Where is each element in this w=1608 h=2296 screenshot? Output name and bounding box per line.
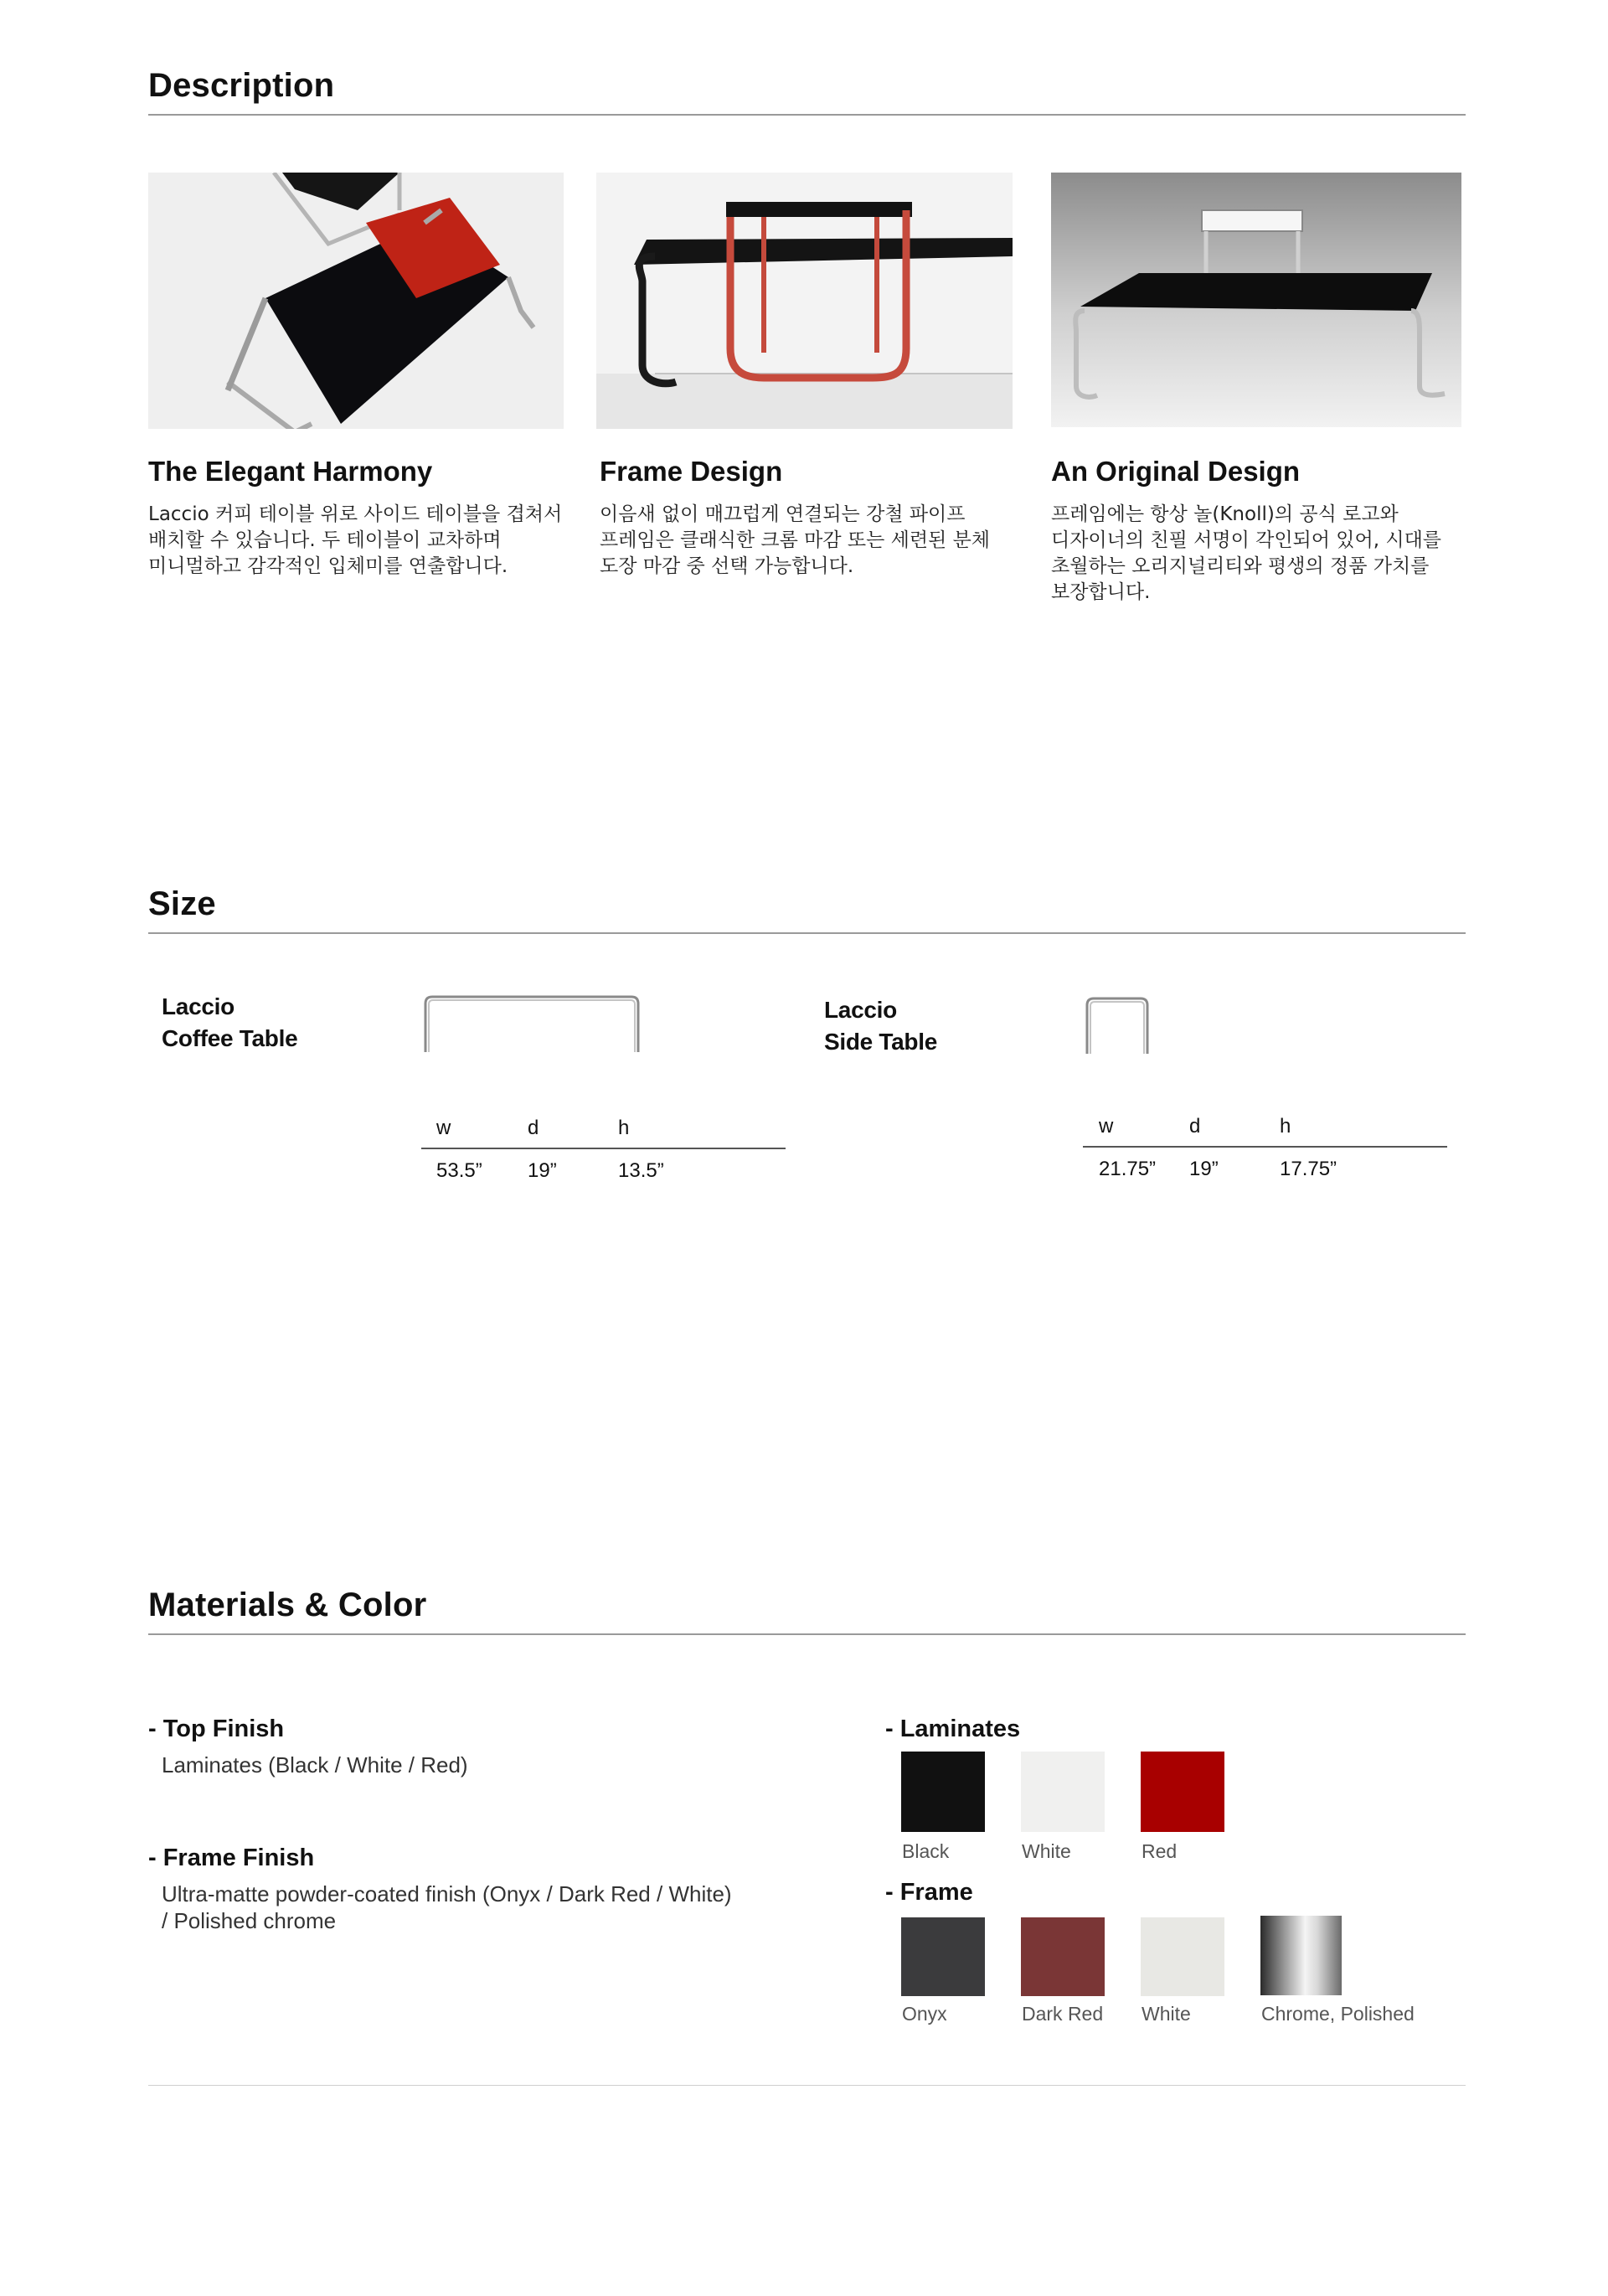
product-name-coffee-table: Laccio Coffee Table <box>162 993 298 1051</box>
section-title-description: Description <box>148 67 335 104</box>
laminates-title: - Laminates <box>885 1716 1021 1742</box>
dim-header-d: d <box>1189 1115 1201 1138</box>
swatch-red <box>1141 1752 1224 1832</box>
frame-title: - Frame <box>885 1879 973 1906</box>
divider <box>148 932 1466 934</box>
swatch-label-onyx: Onyx <box>902 2003 947 2025</box>
swatch-label-chrome: Chrome, Polished <box>1261 2003 1415 2025</box>
card-title-elegant-harmony: The Elegant Harmony <box>148 456 433 487</box>
frame-finish-title: - Frame Finish <box>148 1845 315 1871</box>
dim-header-w: w <box>1099 1115 1114 1138</box>
section-title-materials: Materials & Color <box>148 1587 427 1623</box>
top-finish-text: Laminates (Black / White / Red) <box>162 1752 468 1777</box>
dim-value-h: 13.5” <box>618 1159 664 1182</box>
side-table-outline-icon <box>1080 995 1156 1055</box>
swatch-label-white: White <box>1022 1840 1071 1862</box>
swatch-label-black: Black <box>902 1840 950 1862</box>
swatch-label-red: Red <box>1142 1840 1178 1862</box>
dim-header-w: w <box>436 1117 451 1139</box>
divider <box>148 1633 1466 1635</box>
swatch-label-dark-red: Dark Red <box>1022 2003 1104 2025</box>
coffee-table-outline-icon <box>419 993 645 1054</box>
card-text-original-design: 프레임에는 항상 놀(Knoll)의 공식 로고와 디자이너의 친필 서명이 각인되어 있어, 시대를 초월하는 오리지널리티와 평생의 정품 가치를 보장합니다. <box>1051 503 1442 603</box>
photo-frame-design <box>596 173 1013 429</box>
card-text-frame-design: 이음새 없이 매끄럽게 연결되는 강철 파이프 프레임은 클래식한 크롬 마감 또는 세련된 분체 도장 마감 중 선택 가능합니다. <box>600 503 991 577</box>
photo-stacked-tables <box>148 173 564 429</box>
swatch-dark-red <box>1021 1917 1105 1996</box>
top-finish-title: - Top Finish <box>148 1716 285 1742</box>
dim-value-d: 19” <box>528 1159 557 1182</box>
section-title-size: Size <box>148 885 216 922</box>
swatch-black <box>901 1752 985 1832</box>
card-title-frame-design: Frame Design <box>600 456 783 487</box>
swatch-white <box>1021 1752 1105 1832</box>
swatch-onyx <box>901 1917 985 1996</box>
dim-value-w: 21.75” <box>1099 1158 1157 1180</box>
swatch-label-frame-white: White <box>1142 2003 1191 2025</box>
dim-divider <box>1083 1146 1447 1148</box>
card-title-original-design: An Original Design <box>1051 456 1301 487</box>
frame-finish-text: Ultra-matte powder-coated finish (Onyx / Dark Red / White) / Polished chrome <box>162 1881 732 1933</box>
dim-header-d: d <box>528 1117 539 1139</box>
dim-header-h: h <box>1280 1115 1291 1138</box>
dim-value-d: 19” <box>1189 1158 1219 1180</box>
bottom-divider <box>148 2085 1466 2086</box>
divider <box>148 114 1466 116</box>
card-text-elegant-harmony: Laccio 커피 테이블 위로 사이드 테이블을 겹쳐서 배치할 수 있습니다. 두 테이블이 교차하며 미니멀하고 감각적인 입체미를 연출합니다. <box>148 503 563 577</box>
photo-original-design <box>1051 173 1461 427</box>
swatch-frame-white <box>1141 1917 1224 1996</box>
dim-header-h: h <box>618 1117 630 1139</box>
product-name-side-table: Laccio Side Table <box>824 997 937 1055</box>
dim-value-h: 17.75” <box>1280 1158 1337 1180</box>
swatch-chrome-polished <box>1260 1916 1342 1995</box>
dim-value-w: 53.5” <box>436 1159 482 1182</box>
dim-divider <box>421 1148 786 1149</box>
